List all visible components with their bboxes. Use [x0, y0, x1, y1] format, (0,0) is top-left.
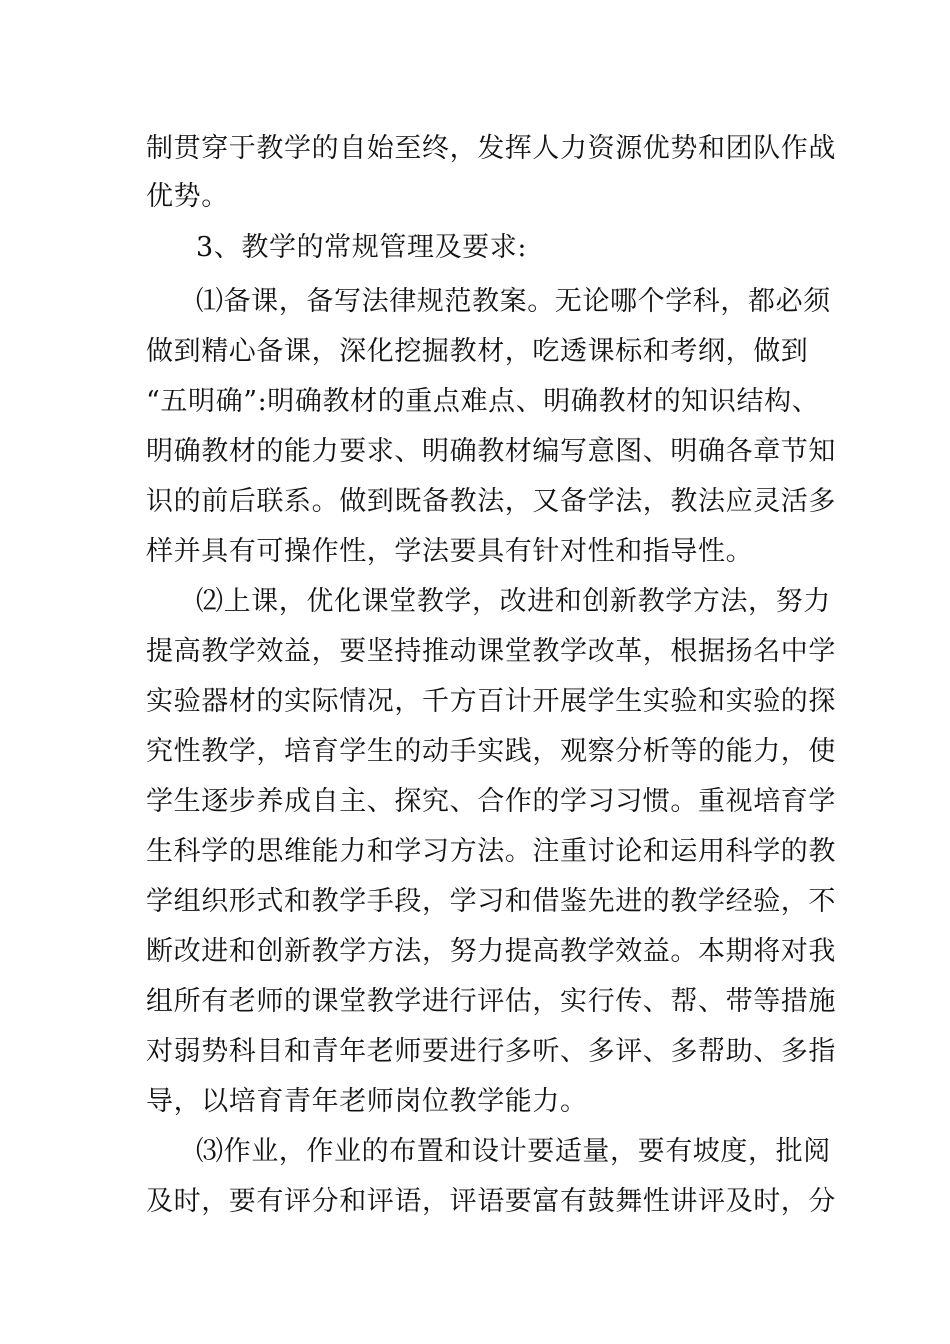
body-text-line: 究性教学，培育学生的动手实践，观察分析等的能力，使	[146, 736, 836, 767]
body-text-line: ⑵上课，优化课堂教学，改进和创新教学方法，努力	[196, 586, 831, 617]
body-text-line: 样并具有可操作性，学法要具有针对性和指导性。	[146, 536, 754, 567]
body-text-line: 学生逐步养成自主、探究、合作的学习习惯。重视培育学	[146, 786, 836, 817]
body-text-line: 做到精心备课，深化挖掘教材，吃透课标和考纲，做到	[146, 336, 809, 367]
section-heading: 3、教学的常规管理及要求:	[196, 232, 528, 263]
body-text-line: 断改进和创新教学方法，努力提高教学效益。本期将对我	[146, 936, 836, 967]
body-text-line: ⑴备课，备写法律规范教案。无论哪个学科，都必须	[196, 286, 831, 317]
body-text-line: 识的前后联系。做到既备教法，又备学法，教法应灵活多	[146, 486, 836, 517]
body-text-line: 优势。	[146, 181, 229, 212]
body-text-line: 学组织形式和教学手段，学习和借鉴先进的教学经验，不	[146, 886, 836, 917]
body-text-line: 及时，要有评分和评语，评语要富有鼓舞性讲评及时，分	[146, 1186, 836, 1217]
body-text-line: ⑶作业，作业的布置和设计要适量，要有坡度，批阅	[196, 1136, 831, 1167]
body-text-line: 组所有老师的课堂教学进行评估，实行传、帮、带等措施	[146, 986, 836, 1017]
body-text-line: 导，以培育青年老师岗位教学能力。	[146, 1086, 588, 1117]
body-text-line: 实验器材的实际情况，千方百计开展学生实验和实验的探	[146, 686, 836, 717]
body-text-line: 明确教材的能力要求、明确教材编写意图、明确各章节知	[146, 436, 836, 467]
body-text-line: 生科学的思维能力和学习方法。注重讨论和运用科学的教	[146, 836, 836, 867]
body-text-line: 对弱势科目和青年老师要进行多听、多评、多帮助、多指	[146, 1036, 836, 1067]
body-text-line: “五明确”:明确教材的重点难点、明确教材的知识结构、	[146, 386, 820, 417]
body-text-line: 制贯穿于教学的自始至终，发挥人力资源优势和团队作战	[146, 133, 836, 164]
body-text-line: 提高教学效益，要坚持推动课堂教学改革，根据扬名中学	[146, 636, 836, 667]
